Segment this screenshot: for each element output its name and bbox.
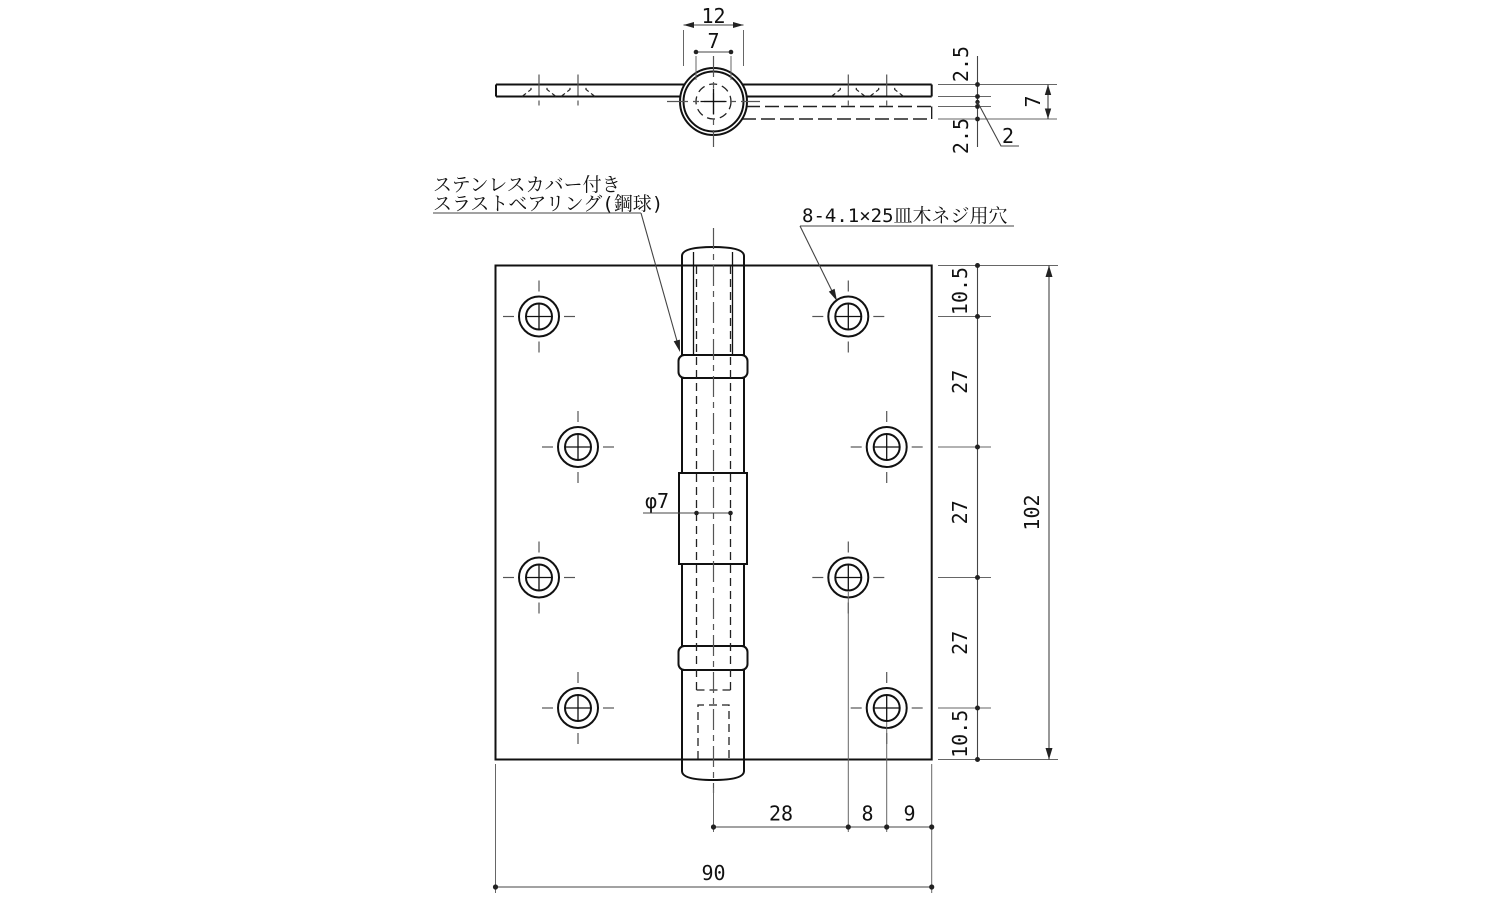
screw-hole: [851, 411, 923, 483]
top-lower-leaf-phantom: [742, 107, 932, 120]
screw-hole: [812, 281, 884, 353]
screw-hole: [503, 281, 575, 353]
dim-text-8: 8: [861, 801, 874, 826]
bearing-label-line2: スラストベアリング(鋼球): [433, 193, 664, 215]
dim-text-90: 90: [701, 861, 726, 885]
bearing-label-line1: ステンレスカバー付き: [433, 174, 621, 196]
dim-text-2_5-upper: 2.5: [949, 45, 973, 83]
dim-text-10_5-top: 10.5: [948, 266, 972, 316]
dim-text-27-a: 27: [948, 369, 972, 394]
screw-hole: [503, 542, 575, 614]
dim-text-7: 7: [707, 29, 720, 53]
top-view: [496, 4, 1057, 154]
hinge-barrel: [679, 228, 748, 793]
dim-text-9: 9: [903, 801, 916, 826]
dim-overall-height: [1020, 266, 1053, 760]
screw-hole-label: 8-4.1×25皿木ネジ用穴: [802, 205, 1008, 227]
dim-text-2_5-lower: 2.5: [949, 117, 973, 155]
dim-text-28: 28: [768, 801, 794, 826]
dim-text-27-b: 27: [948, 500, 972, 525]
dim-gap-leader: [975, 100, 1019, 148]
screw-hole: [542, 672, 614, 744]
dim-text-2-gap: 2: [1001, 124, 1015, 148]
top-knuckle-section: [667, 56, 760, 147]
screw-hole: [542, 411, 614, 483]
dim-text-102: 102: [1020, 494, 1044, 531]
dim-text-7-total: 7: [1021, 95, 1045, 108]
dim-text-phi7: φ7: [645, 489, 670, 513]
dim-text-12: 12: [701, 4, 726, 28]
dim-thickness-chain: [938, 46, 1057, 154]
front-view: [433, 174, 1058, 893]
dim-text-27-c: 27: [948, 630, 972, 655]
screw-hole-callout: [800, 205, 1014, 301]
dim-text-10_5-bottom: 10.5: [948, 709, 972, 758]
